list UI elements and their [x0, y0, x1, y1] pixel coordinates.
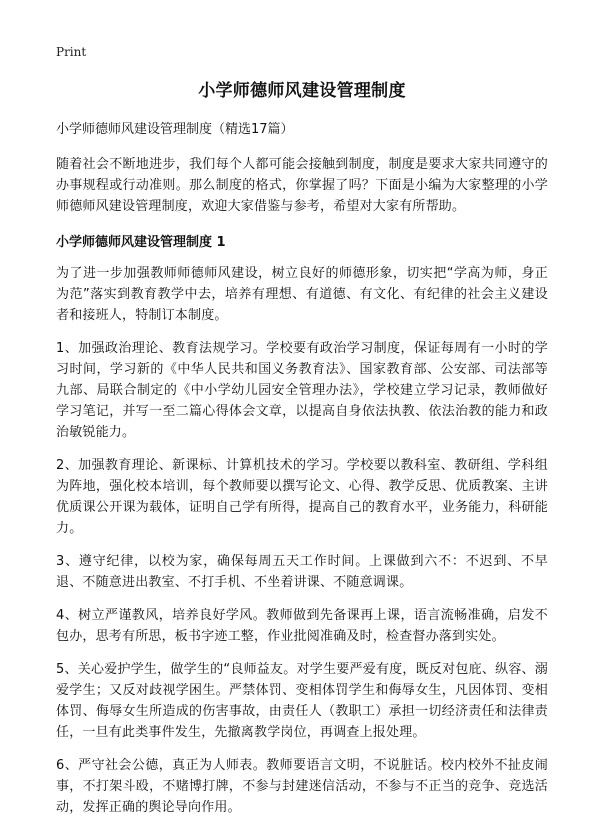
- rule-item-2: 2、加强教育理论、新课标、计算机技术的学习。学校要以教科室、教研组、学科组为阵地，强化校本培训，每个教师要以撰写论文、心得、教学反思、优质教案、主讲优质课公开课为载体，证明自己学有所得，提高自己的教育水平，业务能力，科研能力。: [56, 458, 548, 536]
- lead-paragraph: 为了进一步加强教师师德师风建设，树立良好的师德形象，切实把“学高为师，身正为范”落实到教育教学中去，培养有理想、有道德、有文化、有纪律的社会主义建设者和接班人，特制订本制度。: [56, 266, 548, 323]
- rule-item-6: 6、严守社会公德，真正为人师表。教师要语言文明，不说脏话。校内校外不扯皮闹事，不打架斗殴，不赌博打牌，不参与封建迷信活动，不参与不正当的竞争、竞选活动，发挥正确的舆论导向作用。: [56, 758, 548, 815]
- document-subtitle: 小学师德师风建设管理制度（精选17篇）: [56, 122, 294, 137]
- document-page: [56, 78, 548, 818]
- rule-item-4: 4、树立严谨教风，培养良好学风。教师做到先备课再上课，语言流畅准确，启发不包办，思考有所思，板书字迹工整，作业批阅准确及时，检查督办落到实处。: [56, 608, 548, 644]
- intro-paragraph: 随着社会不断地进步，我们每个人都可能会接触到制度，制度是要求大家共同遵守的办事规程或行动准则。那么制度的格式，你掌握了吗？下面是小编为大家整理的小学师德师风建设管理制度，欢迎大家借鉴与参考，希望对大家有所帮助。: [56, 157, 548, 214]
- print-link[interactable]: Print: [56, 45, 87, 59]
- section-heading: 小学师德师风建设管理制度 1: [56, 235, 226, 250]
- document-title: 小学师德师风建设管理制度: [198, 81, 406, 101]
- rule-item-5: 5、关心爱护学生，做学生的“良师益友。对学生要严爱有度，既反对包庇、纵容、溺爱学生；又反对歧视学困生。严禁体罚、变相体罚学生和侮辱女生，凡因体罚、变相体罚、侮辱女生所造成的伤害事故，由责任人（教职工）承担一切经济责任和法律责任，一旦有此类事件发生，先撤离教学岗位，再调查上报处理。: [56, 662, 548, 740]
- rule-item-3: 3、遵守纪律，以校为家，确保每周五天工作时间。上课做到六不：不迟到、不早退、不随意进出教室、不打手机、不坐着讲课、不随意调课。: [56, 554, 548, 590]
- rule-item-1: 1、加强政治理论、教育法规学习。学校要有政治学习制度，保证每周有一小时的学习时间，学习新的《中华人民共和国义务教育法》、国家教育部、公安部、司法部等九部、局联合制定的《中小学幼儿园安全管理办法》，学校建立学习记录，教师做好学习笔记，并写一至二篇心得体会文章，以提高自身依法执教、依法治教的能力和政治敏锐能力。: [56, 341, 548, 440]
